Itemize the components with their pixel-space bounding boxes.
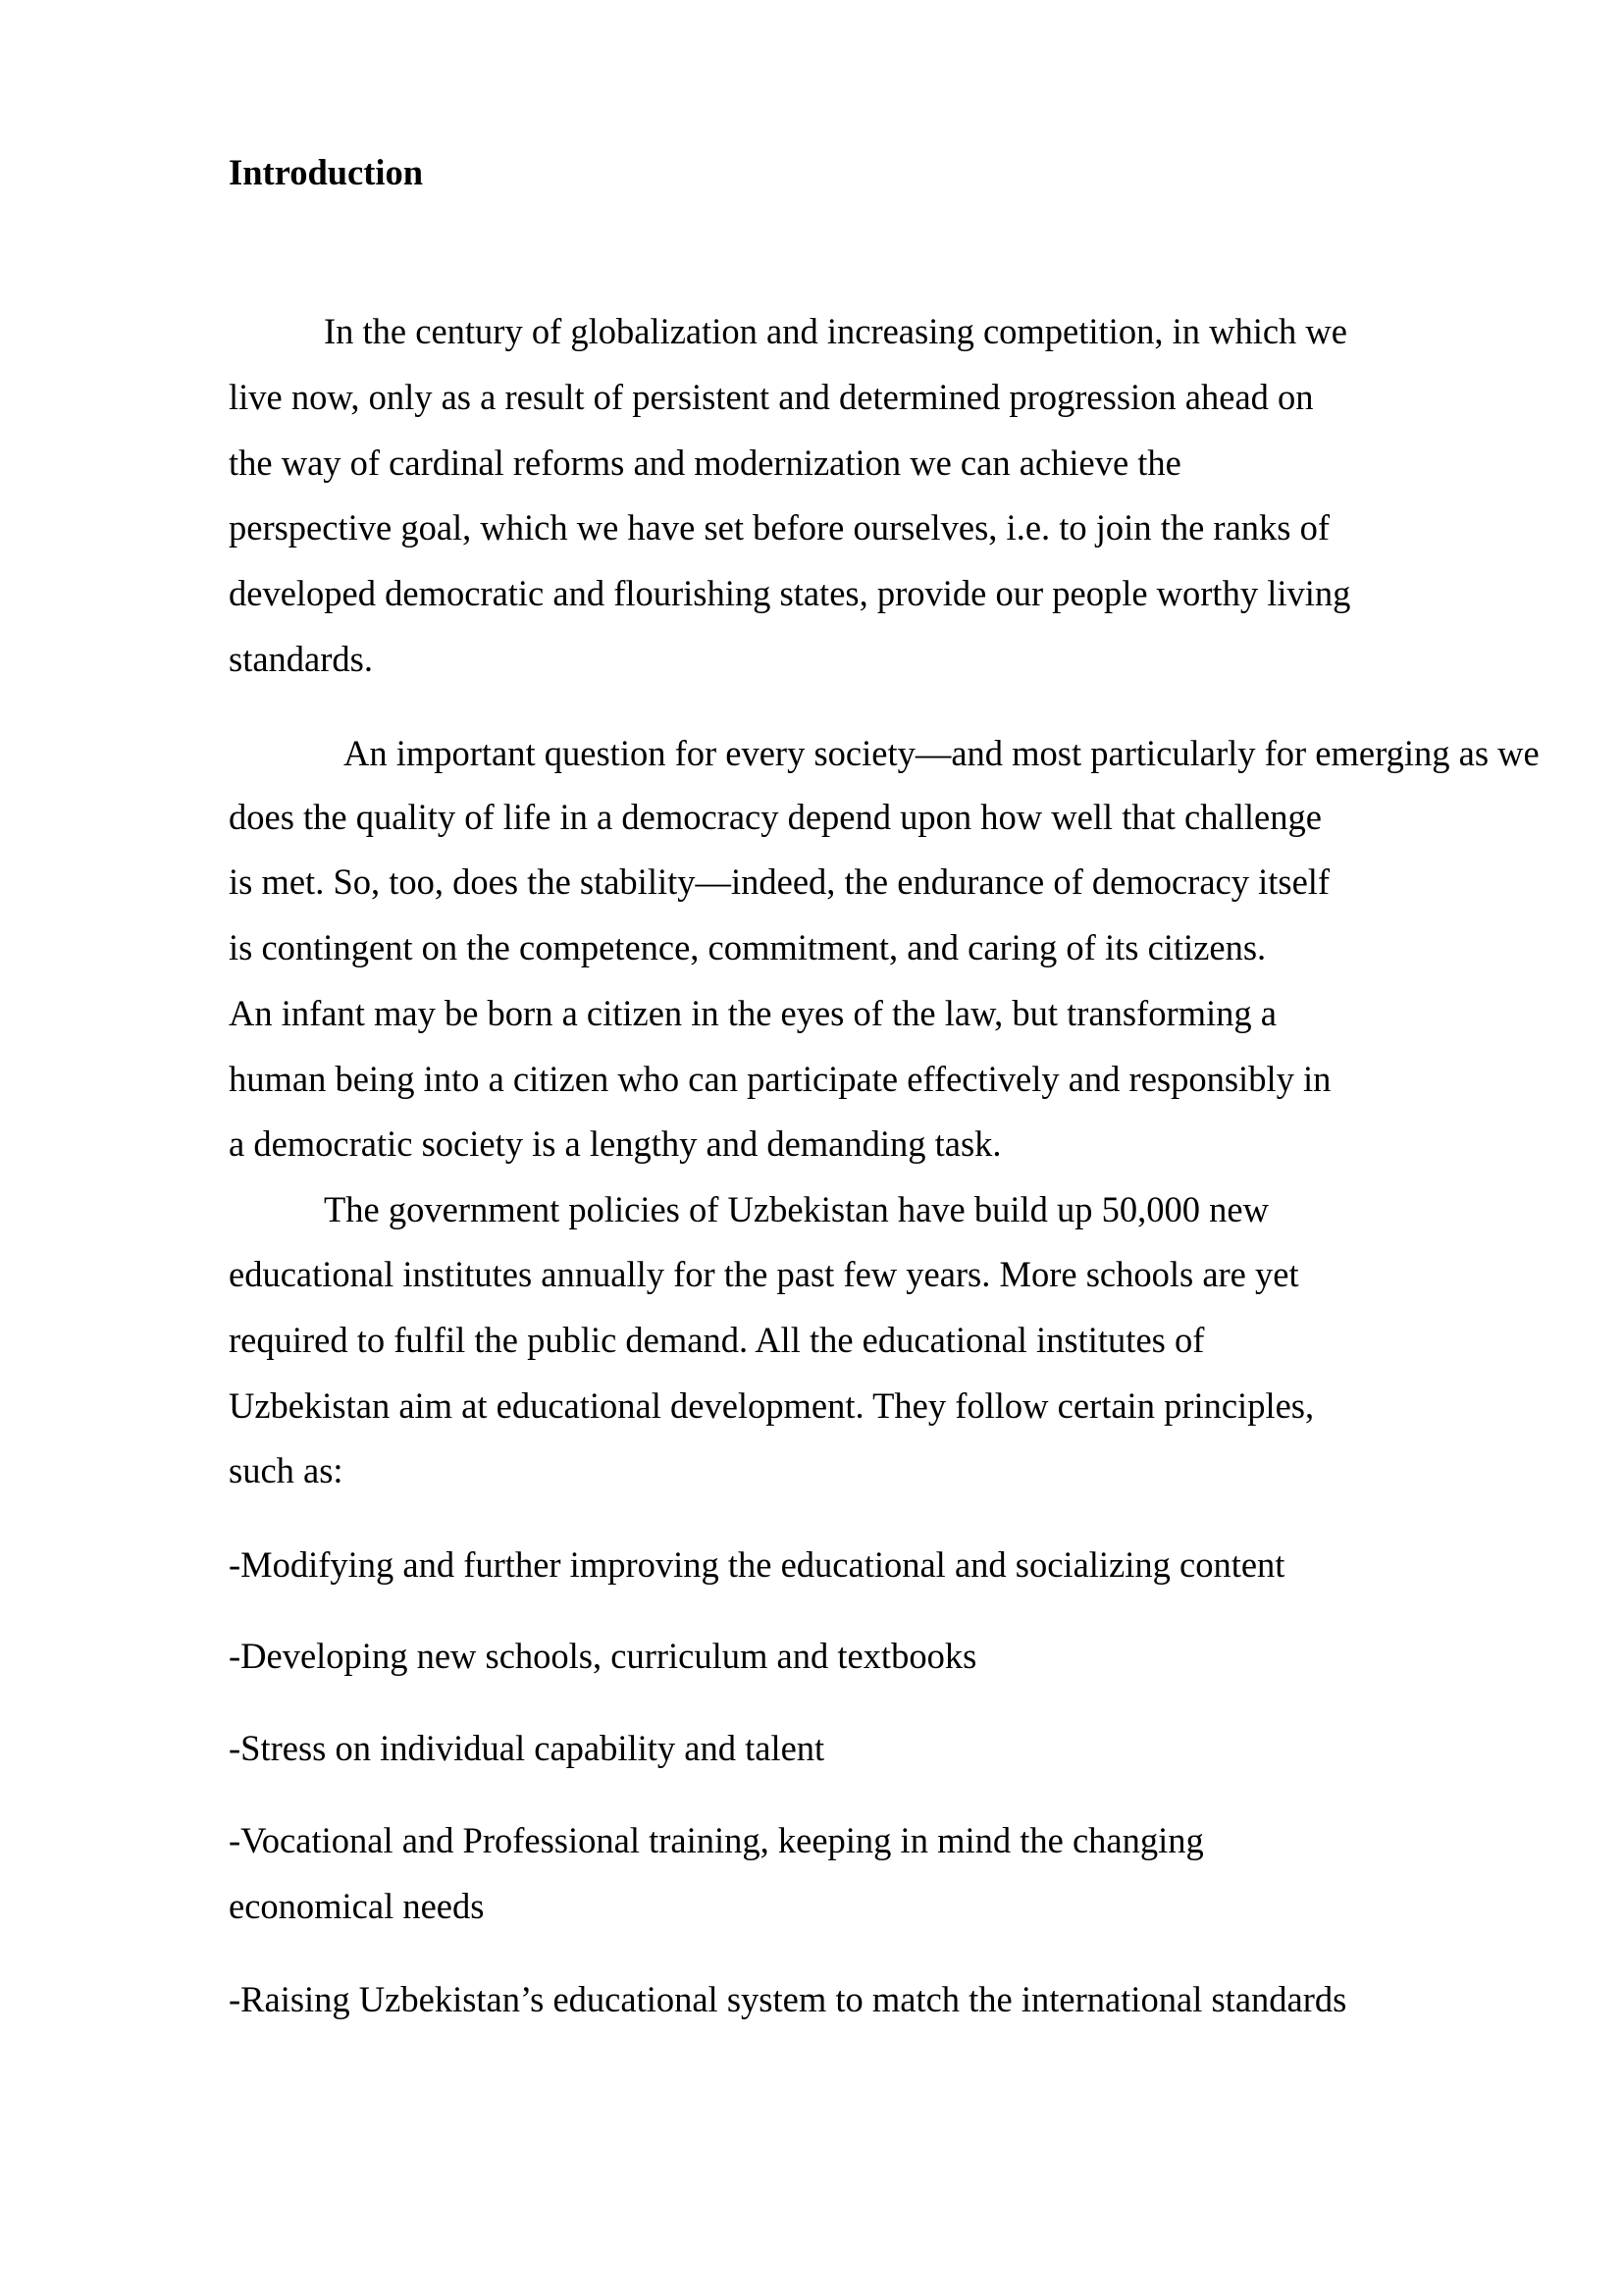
principle-item: -Vocational and Professional training, keeping in mind the changing bbox=[229, 1820, 1204, 1860]
section-heading: Introduction bbox=[229, 152, 424, 192]
paragraph-1-line: developed democratic and flourishing states, provide our people worthy living bbox=[229, 573, 1351, 613]
paragraph-2-line: a democratic society is a lengthy and demanding task. bbox=[229, 1123, 1002, 1164]
paragraph-1-line: In the century of globalization and increasing competition, in which we bbox=[324, 311, 1347, 351]
paragraph-1-line: perspective goal, which we have set before ourselves, i.e. to join the ranks of bbox=[229, 507, 1331, 548]
paragraph-3-line: such as: bbox=[229, 1450, 343, 1490]
paragraph-2-line: is contingent on the competence, commitment, and caring of its citizens. bbox=[229, 927, 1267, 967]
principle-item: -Raising Uzbekistan’s educational system to match the international standards bbox=[229, 1979, 1347, 2019]
paragraph-2-line: is met. So, too, does the stability—indeed, the endurance of democracy itself bbox=[229, 861, 1331, 902]
paragraph-3-line: The government policies of Uzbekistan have build up 50,000 new bbox=[324, 1189, 1269, 1229]
paragraph-1-line: standards. bbox=[229, 639, 373, 679]
principle-item: -Developing new schools, curriculum and textbooks bbox=[229, 1636, 977, 1676]
paragraph-1-line: live now, only as a result of persistent and determined progression ahead on bbox=[229, 377, 1314, 417]
paragraph-3-line: educational institutes annually for the past few years. More schools are yet bbox=[229, 1254, 1299, 1294]
paragraph-1-line: the way of cardinal reforms and modernization we can achieve the bbox=[229, 443, 1181, 483]
paragraph-2-line: human being into a citizen who can participate effectively and responsibly in bbox=[229, 1059, 1332, 1099]
paragraph-3-line: required to fulfil the public demand. All the educational institutes of bbox=[229, 1320, 1205, 1360]
paragraph-2-line: An infant may be born a citizen in the eyes of the law, but transforming a bbox=[229, 993, 1277, 1033]
principle-item: -Stress on individual capability and talent bbox=[229, 1728, 825, 1768]
paragraph-2-line: An important question for every society—and most particularly for emerging as we bbox=[343, 733, 1540, 773]
paragraph-3-line: Uzbekistan aim at educational development. They follow certain principles, bbox=[229, 1385, 1315, 1426]
paragraph-2-line: does the quality of life in a democracy depend upon how well that challenge bbox=[229, 797, 1322, 837]
principle-item: -Modifying and further improving the educational and socializing content bbox=[229, 1544, 1285, 1585]
principle-item-continuation: economical needs bbox=[229, 1886, 485, 1926]
